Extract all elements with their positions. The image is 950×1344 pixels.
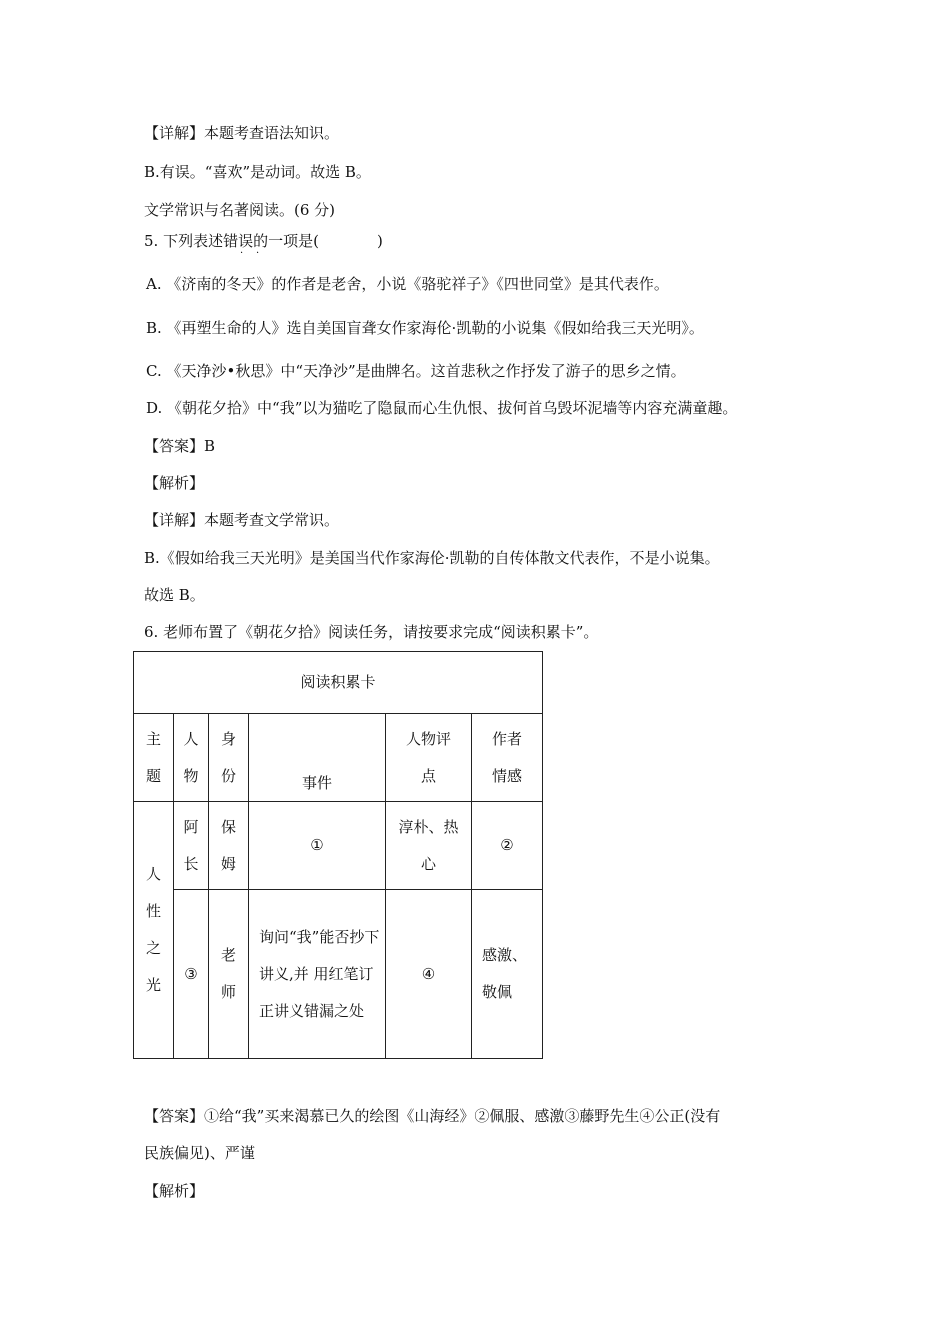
row2-feeling: 感激、敬佩 xyxy=(472,890,543,1059)
reading-card-table xyxy=(133,651,543,1059)
header-person: 人物 xyxy=(174,714,209,802)
emphasis-dot-1: · xyxy=(240,248,244,259)
section-heading: 文学常识与名著阅读。(6 分) xyxy=(144,201,336,219)
row1-identity: 保姆 xyxy=(209,802,249,890)
q5-detail: 【详解】本题考查文学常识。 xyxy=(144,511,340,529)
theme-cell: 人性之光 xyxy=(134,802,174,1059)
q6-answer-line2: 民族偏见)、严谨 xyxy=(144,1144,255,1162)
q5-option-d: D. 《朝花夕拾》中“我”以为猫吃了隐鼠而心生仇恨、拔何首乌毁坏泥墙等内容充满童趣。 xyxy=(146,399,738,417)
row2-comment: ④ xyxy=(386,890,472,1059)
row2-person: ③ xyxy=(174,890,209,1059)
detail-grammar: 【详解】本题考查语法知识。 xyxy=(144,124,340,142)
question-6-stem: 6. 老师布置了《朝花夕拾》阅读任务，请按要求完成“阅读积累卡”。 xyxy=(144,623,599,641)
q5-stem-part1: 5. 下列表述 xyxy=(144,232,224,250)
q5-option-c: C. 《天净沙•秋思》中“天净沙”是曲牌名。这首悲秋之作抒发了游子的思乡之情。 xyxy=(146,362,686,380)
q6-answer-line1: 【答案】①给“我”买来渴慕已久的绘图《山海经》②佩服、感激③藤野先生④公正(没有 xyxy=(144,1107,721,1125)
q5-analysis-label: 【解析】 xyxy=(144,474,205,492)
row2-event: 询问“我”能否抄下讲义,并 用红笔订正讲义错漏之处 xyxy=(249,890,386,1059)
row2-identity: 老师 xyxy=(209,890,249,1059)
q5-stem-emphasis: 错误 xyxy=(223,232,254,250)
header-theme: 主题 xyxy=(134,714,174,802)
q5-option-a: A. 《济南的冬天》的作者是老舍，小说《骆驼祥子》《四世同堂》是其代表作。 xyxy=(146,275,669,293)
q5-stem-close: ) xyxy=(376,232,383,250)
question-5-stem xyxy=(144,231,383,251)
q5-choose: 故选 B。 xyxy=(144,586,205,604)
q5-option-b: B. 《再塑生命的人》选自美国盲聋女作家海伦·凯勒的小说集《假如给我三天光明》。 xyxy=(146,319,704,337)
grammar-explanation: B.有误。“喜欢”是动词。故选 B。 xyxy=(144,163,371,181)
q5-detail-b: B.《假如给我三天光明》是美国当代作家海伦·凯勒的自传体散文代表作，不是小说集。 xyxy=(144,549,720,567)
row1-comment: 淳朴、热心 xyxy=(386,802,472,890)
header-comment: 人物评点 xyxy=(386,714,472,802)
row1-feeling: ② xyxy=(472,802,543,890)
emphasis-dot-2: · xyxy=(256,248,260,259)
q5-stem-part2: 的一项是( xyxy=(253,232,319,250)
row1-person: 阿长 xyxy=(174,802,209,890)
header-feeling: 作者情感 xyxy=(472,714,543,802)
row1-event: ① xyxy=(249,802,386,890)
table-title: 阅读积累卡 xyxy=(134,652,543,714)
header-event: 事件 xyxy=(249,714,386,802)
q5-answer: 【答案】B xyxy=(144,437,216,455)
q6-analysis-label: 【解析】 xyxy=(144,1182,205,1200)
header-identity: 身份 xyxy=(209,714,249,802)
